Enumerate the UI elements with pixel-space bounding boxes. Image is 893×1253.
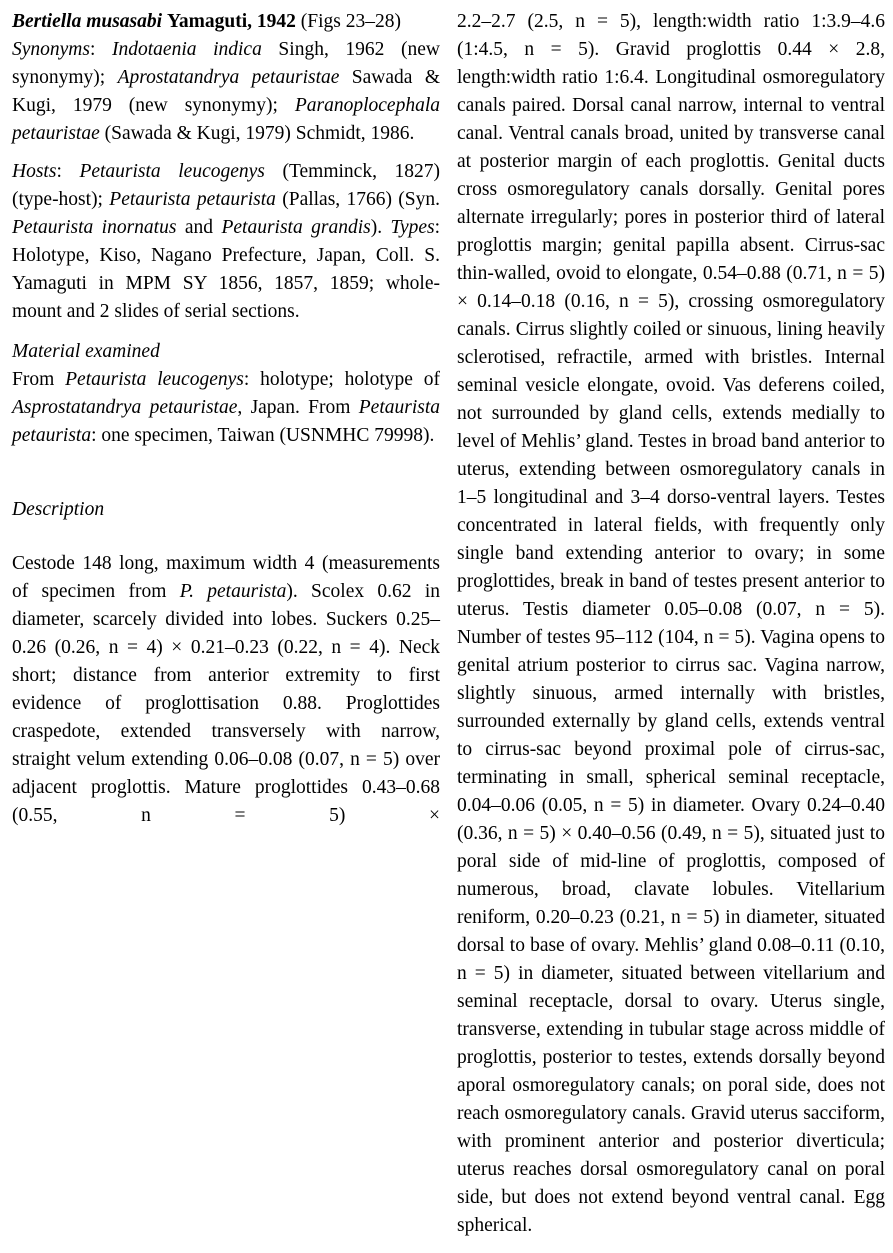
text-run: : one specimen, Taiwan (USNMHC 79998). xyxy=(91,425,435,446)
description-continued-paragraph xyxy=(457,8,885,1240)
text-run: Cestode 148 long, maximum width 4 (measurements of specimen from xyxy=(12,553,440,602)
text-run: Hosts xyxy=(12,161,57,182)
text-run: , Japan. From xyxy=(237,397,359,418)
text-run: Petaurista petaurista xyxy=(12,397,440,446)
text-run: and xyxy=(176,217,222,238)
text-run: Types xyxy=(390,217,435,238)
text-run: Sawada & Kugi, 1979 (new synonymy); xyxy=(12,67,441,116)
text-run: Petaurista leucogenys xyxy=(79,161,265,182)
text-run: Petaurista petaurista xyxy=(109,189,276,210)
right-column xyxy=(457,8,885,1240)
text-run: Paranoplocephala petauristae xyxy=(12,95,440,144)
material-examined-heading xyxy=(12,338,440,366)
text-run: Material examined xyxy=(12,341,160,362)
synonyms-paragraph xyxy=(12,36,440,148)
text-run: Synonyms xyxy=(12,39,90,60)
description-heading xyxy=(12,496,440,524)
species-title-line xyxy=(12,8,440,36)
left-column xyxy=(12,8,440,1240)
text-run: ). Scolex 0.62 in diameter, scarcely divided into lobes. Suckers 0.25–0.26 (0.26, n = 4) × 0.21–0.23 (0.22, n = 4). Neck short; distance from anterior extremity to first evidence of proglottisation 0.88. Proglottides craspedote, extended transversely with narrow, straight velum extending 0.06–0.08 (0.07, n = 5) over adjacent proglottis. Mature proglottides 0.43–0.68 (0.55, n = 5) × xyxy=(12,581,441,826)
text-run: Bertiella musasabi xyxy=(12,11,163,32)
text-run: Asprostatandrya petauristae xyxy=(12,397,238,418)
text-run: : xyxy=(56,161,80,182)
text-run: (Figs 23–28) xyxy=(295,11,401,32)
text-run: : xyxy=(89,39,112,60)
description-paragraph xyxy=(12,550,440,830)
text-run: Petaurista leucogenys xyxy=(65,369,244,390)
text-run: Indotaenia indica xyxy=(112,39,262,60)
text-run: (Sawada & Kugi, 1979) Schmidt, 1986. xyxy=(99,123,415,144)
text-run: (Temminck, 1827) (type-host); xyxy=(12,161,441,210)
text-run: Description xyxy=(12,499,105,520)
text-run: P. petaurista xyxy=(179,581,287,602)
text-run: Petaurista grandis xyxy=(221,217,371,238)
text-run: Aprostatandrya petauristae xyxy=(117,67,340,88)
text-run: ). xyxy=(370,217,391,238)
text-run: : holotype; holotype of xyxy=(243,369,440,390)
text-run: From xyxy=(12,369,66,390)
text-run: 2.2–2.7 (2.5, n = 5), length:width ratio 1:3.9–4.6 (1:4.5, n = 5). Gravid proglottis 0.44 × 2.8, length:width ratio 1:6.4. Longitudinal osmoregulatory canals paired. Dorsal canal narrow, internal to ventral canal. Ventral canals broad, united by transverse canal at posterior margin of each proglottis. Genital ducts cross osmoregulatory canals dorsally. Genital pores alternate irregularly; pores in posterior third of lateral proglottis margin; genital papilla absent. Cirrus-sac thin-walled, ovoid to elongate, 0.54–0.88 (0.71, n = 5) × 0.14–0.18 (0.16, n = 5), crossing osmoregulatory canals. Cirrus slightly coiled or sinuous, lining heavily sclerotised, refractile, armed with bristles. Internal seminal vesicle elongate, ovoid. Vas deferens coiled, not surrounded by gland cells, extends medially to level of Mehlis’ gland. Testes in broad band anterior to uterus, extending between osmoregulatory canals in 1–5 longitudinal and 3–4 dorso-ventral layers. Testes concentrated in lateral fields, with frequently only single band extending anterior to ovary; in some proglottides, break in band of testes present anterior to uterus. Testis diameter 0.05–0.08 (0.07, n = 5). Number of testes 95–112 (104, n = 5). Vagina opens to genital atrium posterior to cirrus sac. Vagina narrow, slightly sinuous, armed internally with bristles, surrounded externally by gland cells, extends ventral to cirrus-sac beyond proximal pole of cirrus-sac, terminating in small, spherical seminal receptacle, 0.04–0.06 (0.05, n = 5) in diameter. Ovary 0.24–0.40 (0.36, n = 5) × 0.40–0.56 (0.49, n = 5), situated just to poral side of mid-line of proglottis, composed of numerous, broad, clavate lobules. Vitellarium reniform, 0.20–0.23 (0.21, n = 5) in diameter, situated dorsal to base of ovary. Mehlis’ gland 0.08–0.11 (0.10, n = 5) in diameter, situated between vitellarium and seminal receptacle, dorsal to ovary. Uterus single, transverse, extending in tubular stage across middle of proglottis, posterior to testes, extends dorsally beyond aporal osmoregulatory canals; on poral side, does not reach osmoregulatory canals. Gravid uterus sacciform, with prominent anterior and posterior diverticula; uterus reaches dorsal osmoregulatory canal on poral side, but does not extend beyond ventral canal. Egg spherical. xyxy=(457,11,885,1236)
text-run: Singh, 1962 (new synonymy); xyxy=(12,39,440,88)
material-examined-paragraph xyxy=(12,366,440,450)
text-run: (Pallas, 1766) (Syn. xyxy=(275,189,440,210)
text-run: Petaurista inornatus xyxy=(12,217,177,238)
hosts-paragraph xyxy=(12,158,440,326)
text-run: : Holotype, Kiso, Nagano Prefecture, Japan, Coll. S. Yamaguti in MPM SY 1856, 1857, 1859; whole-mount and 2 slides of serial sections. xyxy=(12,217,441,322)
text-run: Yamaguti, 1942 xyxy=(166,11,296,32)
